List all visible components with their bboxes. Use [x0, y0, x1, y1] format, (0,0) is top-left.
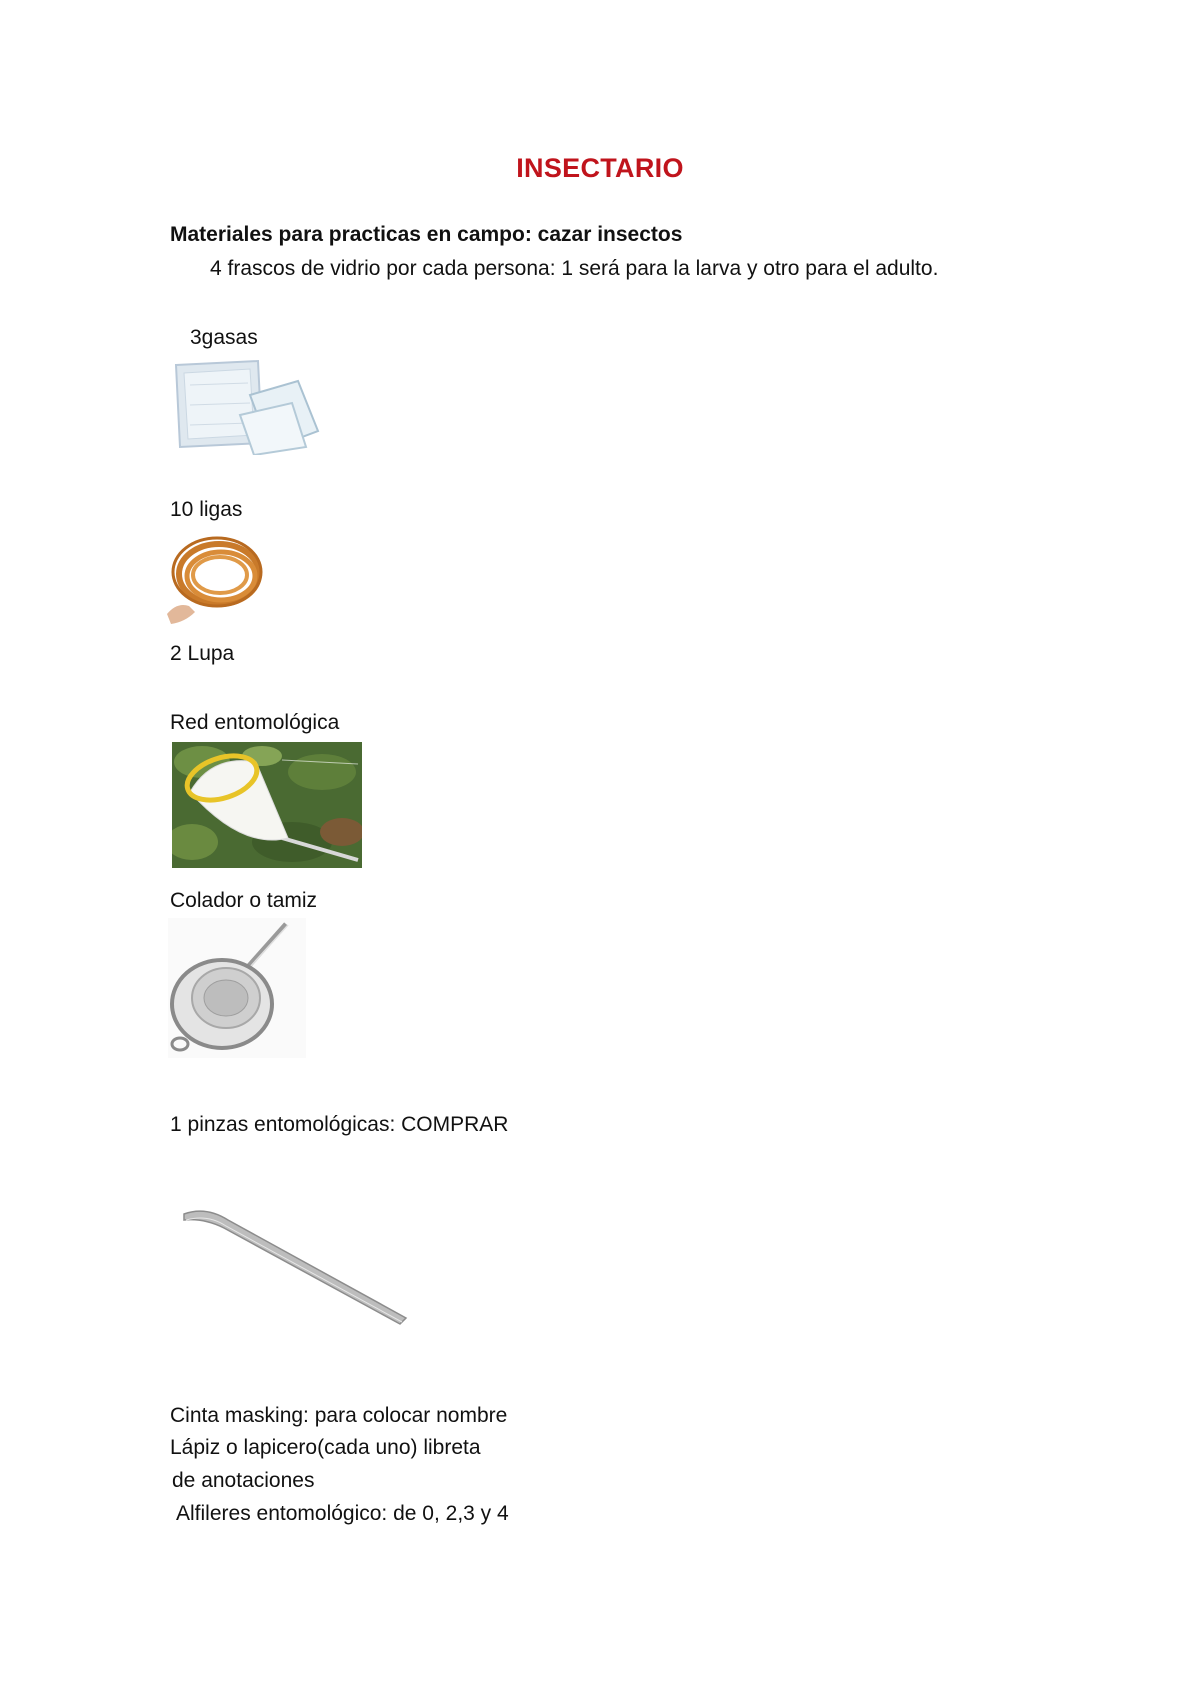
insect-net-image	[172, 742, 362, 868]
glass-jars-line: 4 frascos de vidrio por cada persona: 1 será para la larva y otro para el adulto.	[210, 257, 939, 280]
item-rubber-bands-label: 10 ligas	[170, 498, 243, 521]
item-pencil-line-1: Lápiz o lapicero(cada uno) libreta	[170, 1436, 481, 1459]
document-title: INSECTARIO	[516, 153, 684, 183]
item-gauze-label: 3gasas	[190, 326, 258, 349]
strainer-image	[168, 918, 306, 1058]
rubber-bands-image	[165, 530, 270, 630]
materials-heading: Materiales para practicas en campo: cazar insectos	[170, 223, 683, 246]
item-masking-tape-line: Cinta masking: para colocar nombre	[170, 1404, 508, 1427]
item-tweezers-label: 1 pinzas entomológicas: COMPRAR	[170, 1113, 509, 1136]
item-magnifier-label: 2 Lupa	[170, 642, 235, 665]
item-strainer-label: Colador o tamiz	[170, 889, 318, 912]
gauze-pads-image	[170, 355, 320, 455]
item-pencil-line-2: de anotaciones	[172, 1469, 315, 1492]
tweezers-image	[180, 1200, 415, 1330]
item-insect-net-label: Red entomológica	[170, 711, 340, 734]
item-pins-line: Alfileres entomológico: de 0, 2,3 y 4	[176, 1502, 509, 1525]
